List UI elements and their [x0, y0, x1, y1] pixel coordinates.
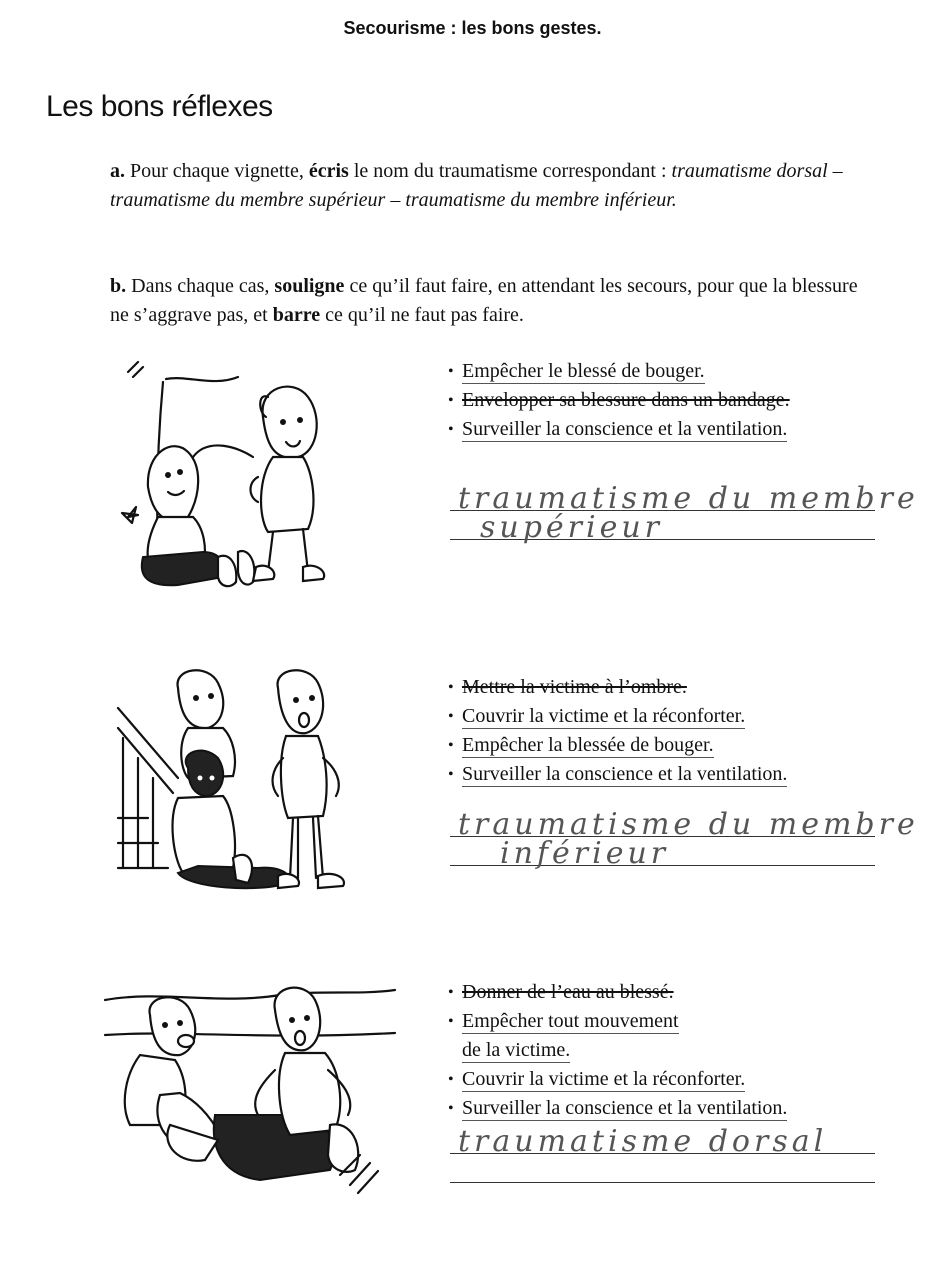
option-text: Surveiller la conscience et la ventilation.: [462, 1097, 788, 1119]
option-text: Surveiller la conscience et la ventilation.: [462, 418, 788, 440]
option-text: Mettre la victime à l’ombre.: [462, 676, 687, 698]
option-item[interactable]: [448, 760, 888, 789]
answer-area: [450, 1125, 875, 1183]
handwritten-answer-1: traumatisme du membre: [458, 807, 919, 842]
exercise-1: [0, 352, 945, 612]
instruction-b: [110, 272, 870, 330]
option-text: Empêcher tout mouvement: [462, 1010, 679, 1032]
handwritten-answer-2: supérieur: [480, 510, 664, 545]
option-item[interactable]: [448, 386, 888, 415]
instruction-b-bold1: souligne: [274, 275, 345, 297]
options-list: [448, 357, 888, 444]
exercise-3: [0, 975, 945, 1205]
option-text: Donner de l’eau au blessé.: [462, 981, 674, 1003]
instruction-b-label: b.: [110, 275, 127, 297]
exercise-2: [0, 668, 945, 918]
answer-area: [450, 807, 919, 871]
illustration-arm-injury: [108, 357, 363, 607]
instruction-a-choices: traumatisme dorsal – traumatisme du membre supérieur – traumatisme du membre inférieur.: [110, 160, 843, 211]
answer-line-1[interactable]: [450, 1124, 875, 1159]
option-item[interactable]: [448, 357, 888, 386]
section-title: Les bons réflexes: [46, 90, 273, 123]
option-item[interactable]: [448, 978, 888, 1007]
option-text: Couvrir la victime et la réconforter.: [462, 1068, 746, 1090]
instruction-a-label: a.: [110, 160, 125, 182]
options-list: [448, 978, 888, 1123]
option-text: Envelopper sa blessure dans un bandage.: [462, 389, 790, 411]
handwritten-answer-1: traumatisme du membre: [458, 481, 919, 516]
answer-line-1[interactable]: [450, 807, 919, 842]
instruction-a: [110, 157, 870, 215]
option-item[interactable]: [448, 731, 888, 760]
answer-line-2[interactable]: [450, 510, 875, 545]
instruction-b-bold2: barre: [272, 304, 321, 326]
option-item[interactable]: [448, 1065, 888, 1094]
page-header: Secourisme : les bons gestes.: [343, 18, 602, 38]
option-item[interactable]: [448, 415, 888, 444]
instruction-b-text2: ce qu’il faut faire, en attendant les secours, pour que la blessure ne s’aggrave pas, et: [110, 275, 858, 326]
instruction-a-text1: Pour chaque vignette,: [125, 160, 309, 182]
option-text: Surveiller la conscience et la ventilation.: [462, 763, 788, 785]
handwritten-answer-1: traumatisme dorsal: [458, 1124, 828, 1159]
option-item[interactable]: [448, 1094, 888, 1123]
option-item[interactable]: [448, 702, 888, 731]
option-item[interactable]: [448, 1007, 888, 1036]
instruction-a-text2: le nom du traumatisme correspondant :: [348, 160, 672, 182]
illustration-leg-injury: [108, 668, 383, 908]
option-item[interactable]: [448, 1036, 888, 1065]
handwritten-answer-2: inférieur: [500, 836, 670, 871]
answer-area: [450, 481, 919, 545]
answer-line-1[interactable]: [450, 481, 919, 516]
option-text: Empêcher la blessée de bouger.: [462, 734, 714, 756]
option-text: Empêcher le blessé de bouger.: [462, 360, 705, 382]
option-item[interactable]: [448, 673, 888, 702]
instruction-a-bold: écris: [308, 160, 349, 182]
instruction-b-text3: ce qu’il ne faut pas faire.: [320, 304, 524, 326]
options-list: [448, 673, 888, 789]
instruction-b-text1: Dans chaque cas,: [126, 275, 275, 297]
illustration-back-injury: [100, 975, 400, 1205]
option-text: Couvrir la victime et la réconforter.: [462, 705, 746, 727]
answer-line-2[interactable]: [450, 1154, 875, 1183]
answer-line-2[interactable]: [450, 836, 875, 871]
option-text: de la victime.: [462, 1039, 571, 1061]
